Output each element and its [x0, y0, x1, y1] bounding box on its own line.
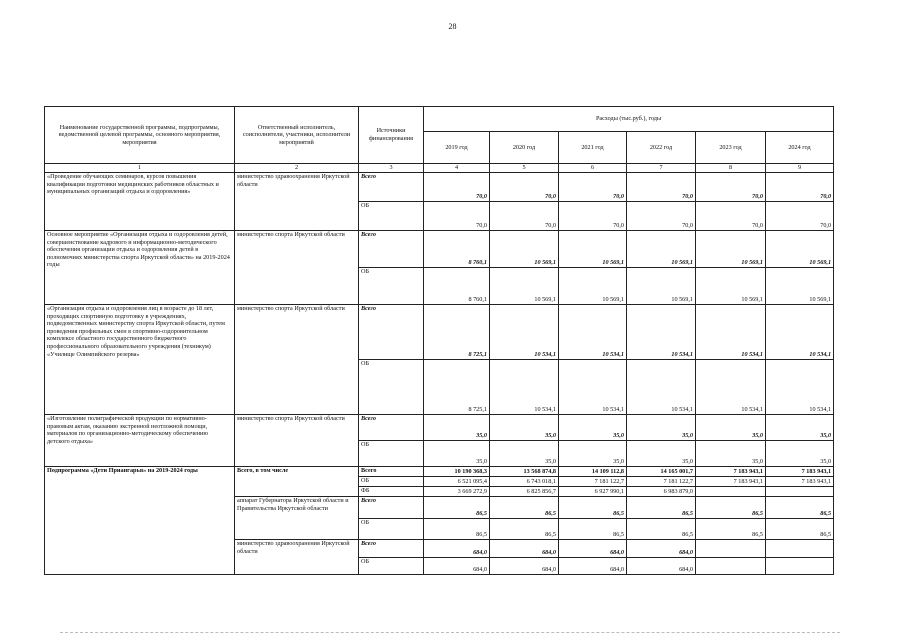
amount-cell: 10 569,1: [766, 231, 834, 268]
amount-cell: 70,0: [490, 202, 559, 231]
amount-cell: 70,0: [696, 202, 766, 231]
column-number: 6: [559, 164, 627, 173]
subprogram-row: [45, 467, 834, 477]
column-number-row: [45, 164, 834, 173]
source-total: Всего: [359, 540, 424, 558]
year-header: 2021 год: [559, 132, 627, 164]
amount-cell: 35,0: [559, 441, 627, 467]
amount-cell: 86,5: [490, 519, 559, 540]
source-total: Всего: [359, 415, 424, 441]
amount-cell: 10 534,1: [627, 360, 696, 415]
source-ob: ОБ: [359, 360, 424, 415]
activity-name: «Проведение обучающих семинаров, курсов повышения квалификации подготовки медицинских работников областных и муниципальных организаций отдыха и оздоровления»: [45, 173, 235, 231]
amount-cell: 684,0: [559, 540, 627, 558]
subprogram-responsible: Всего, в том числе: [235, 467, 359, 497]
column-number: 8: [696, 164, 766, 173]
amount-cell: 10 569,1: [490, 231, 559, 268]
footer-divider: [60, 632, 840, 633]
amount-cell: 7 181 122,7: [627, 477, 696, 487]
participant-responsible: министерство здравоохранения Иркутской области: [235, 540, 359, 575]
responsible-executor: министерство спорта Иркутской области: [235, 231, 359, 305]
source-ob: ОБ: [359, 441, 424, 467]
amount-cell: 70,0: [627, 202, 696, 231]
column-number: 2: [235, 164, 359, 173]
year-header: 2023 год: [696, 132, 766, 164]
amount-cell: 7 183 943,1: [766, 477, 834, 487]
amount-cell: 35,0: [627, 415, 696, 441]
amount-cell: 6 927 990,1: [559, 487, 627, 497]
amount-cell: [696, 540, 766, 558]
amount-cell: 684,0: [627, 540, 696, 558]
budget-table: [44, 106, 834, 575]
amount-cell: 10 534,1: [766, 360, 834, 415]
amount-cell: 8 760,1: [424, 268, 490, 305]
amount-cell: [766, 540, 834, 558]
responsible-executor: министерство здравоохранения Иркутской области: [235, 173, 359, 231]
amount-cell: 35,0: [766, 441, 834, 467]
column-number: 3: [359, 164, 424, 173]
amount-cell: 86,5: [627, 519, 696, 540]
amount-cell: 10 569,1: [696, 231, 766, 268]
amount-cell: [696, 558, 766, 575]
amount-cell: 14 165 001,7: [627, 467, 696, 477]
year-header: 2020 год: [490, 132, 559, 164]
budget-row: [45, 415, 834, 441]
amount-cell: 14 109 112,8: [559, 467, 627, 477]
amount-cell: 684,0: [490, 540, 559, 558]
amount-cell: 684,0: [559, 558, 627, 575]
amount-cell: 86,5: [696, 497, 766, 519]
amount-cell: 70,0: [627, 173, 696, 202]
amount-cell: 86,5: [559, 519, 627, 540]
amount-cell: 10 534,1: [490, 305, 559, 360]
subprogram-name: Подпрограмма «Дети Приангарья» на 2019-2024 годы: [45, 467, 235, 575]
activity-name: Основное мероприятие «Организация отдыха и оздоровления детей, совершенствование кадрового и информационно-методического обеспечения организации отдыха и оздоровления детей в полномочиях министерства спорта Иркутской области» на 2019-2024 годы: [45, 231, 235, 305]
amount-cell: 6 825 856,7: [490, 487, 559, 497]
amount-cell: 7 183 943,1: [696, 467, 766, 477]
year-header: 2022 год: [627, 132, 696, 164]
amount-cell: 6 743 018,1: [490, 477, 559, 487]
amount-cell: [766, 487, 834, 497]
participant-responsible: аппарат Губернатора Иркутской области и Правительства Иркутской области: [235, 497, 359, 540]
amount-cell: 35,0: [424, 441, 490, 467]
source-ob: ОБ: [359, 519, 424, 540]
amount-cell: 86,5: [766, 497, 834, 519]
amount-cell: 8 760,1: [424, 231, 490, 268]
amount-cell: 86,5: [424, 497, 490, 519]
amount-cell: 3 669 272,9: [424, 487, 490, 497]
amount-cell: 684,0: [627, 558, 696, 575]
amount-cell: 35,0: [696, 441, 766, 467]
source-total: Всего: [359, 467, 424, 477]
year-header: 2019 год: [424, 132, 490, 164]
amount-cell: 70,0: [424, 202, 490, 231]
amount-cell: 35,0: [424, 415, 490, 441]
source-ob: ОБ: [359, 477, 424, 487]
amount-cell: 35,0: [490, 415, 559, 441]
column-number: 7: [627, 164, 696, 173]
source-ob: ОБ: [359, 268, 424, 305]
amount-cell: 10 569,1: [559, 268, 627, 305]
amount-cell: 684,0: [424, 540, 490, 558]
year-header: 2024 год: [766, 132, 834, 164]
amount-cell: 10 190 368,3: [424, 467, 490, 477]
amount-cell: 86,5: [559, 497, 627, 519]
amount-cell: 8 725,1: [424, 360, 490, 415]
amount-cell: 6 983 879,0: [627, 487, 696, 497]
amount-cell: 10 534,1: [696, 360, 766, 415]
amount-cell: 86,5: [490, 497, 559, 519]
header-sources: Источники финансирования: [359, 107, 424, 164]
responsible-executor: министерство спорта Иркутской области: [235, 305, 359, 415]
amount-cell: 70,0: [766, 173, 834, 202]
amount-cell: 86,5: [424, 519, 490, 540]
amount-cell: 70,0: [490, 173, 559, 202]
activity-name: «Изготовление полиграфической продукции по нормативно-правовым актам, оказанию экстренной неотложной помощи, материалов по организационно-методическому обеспечению детского отдыха»: [45, 415, 235, 467]
budget-row: [45, 231, 834, 268]
source-total: Всего: [359, 231, 424, 268]
amount-cell: [766, 558, 834, 575]
page-number: 28: [448, 22, 457, 31]
amount-cell: 35,0: [696, 415, 766, 441]
source-total: Всего: [359, 305, 424, 360]
amount-cell: 8 725,1: [424, 305, 490, 360]
amount-cell: 7 183 943,1: [766, 467, 834, 477]
amount-cell: 10 534,1: [559, 305, 627, 360]
column-number: 9: [766, 164, 834, 173]
source-ob: ОБ: [359, 202, 424, 231]
amount-cell: 70,0: [696, 173, 766, 202]
activity-name: «Организация отдыха и оздоровления лиц в возрасте до 18 лет, проходящих спортивную подготовку в учреждениях, подведомственных министерству спорта Иркутской области, путем проведения профильных смен в спортивно-оздоровительном комплексе областного государственного бюджетного профессионального образовательного учреждения (техникум) «Училище Олимпийского резерва»: [45, 305, 235, 415]
column-number: 1: [45, 164, 235, 173]
amount-cell: 35,0: [766, 415, 834, 441]
source-ob: ОБ: [359, 558, 424, 575]
amount-cell: 10 534,1: [627, 305, 696, 360]
amount-cell: 70,0: [559, 173, 627, 202]
amount-cell: 684,0: [424, 558, 490, 575]
amount-cell: 10 534,1: [559, 360, 627, 415]
amount-cell: 35,0: [490, 441, 559, 467]
header-row: [45, 107, 834, 132]
amount-cell: 35,0: [559, 415, 627, 441]
amount-cell: 70,0: [559, 202, 627, 231]
amount-cell: 10 534,1: [696, 305, 766, 360]
amount-cell: 86,5: [766, 519, 834, 540]
amount-cell: 70,0: [424, 173, 490, 202]
responsible-executor: министерство спорта Иркутской области: [235, 415, 359, 467]
header-expenses: Расходы (тыс.руб.), годы: [424, 107, 834, 132]
amount-cell: 7 183 943,1: [696, 477, 766, 487]
amount-cell: 10 569,1: [490, 268, 559, 305]
amount-cell: 13 568 874,8: [490, 467, 559, 477]
amount-cell: 10 569,1: [627, 231, 696, 268]
amount-cell: 10 569,1: [696, 268, 766, 305]
amount-cell: 10 534,1: [490, 360, 559, 415]
amount-cell: 86,5: [696, 519, 766, 540]
amount-cell: 10 569,1: [627, 268, 696, 305]
header-name: Наименование государственной программы, подпрограммы, ведомственной целевой программы, основного мероприятия, мероприятия: [45, 107, 235, 164]
budget-row: [45, 173, 834, 202]
amount-cell: 10 569,1: [559, 231, 627, 268]
amount-cell: [696, 487, 766, 497]
amount-cell: 684,0: [490, 558, 559, 575]
amount-cell: 6 521 095,4: [424, 477, 490, 487]
amount-cell: 86,5: [627, 497, 696, 519]
source-fb: ФБ: [359, 487, 424, 497]
column-number: 5: [490, 164, 559, 173]
amount-cell: 7 181 122,7: [559, 477, 627, 487]
source-total: Всего: [359, 497, 424, 519]
budget-row: [45, 305, 834, 360]
header-responsible: Ответственный исполнитель, соисполнители, участники, исполнители мероприятий: [235, 107, 359, 164]
amount-cell: 10 569,1: [766, 268, 834, 305]
amount-cell: 10 534,1: [766, 305, 834, 360]
amount-cell: 70,0: [766, 202, 834, 231]
amount-cell: 35,0: [627, 441, 696, 467]
column-number: 4: [424, 164, 490, 173]
source-total: Всего: [359, 173, 424, 202]
